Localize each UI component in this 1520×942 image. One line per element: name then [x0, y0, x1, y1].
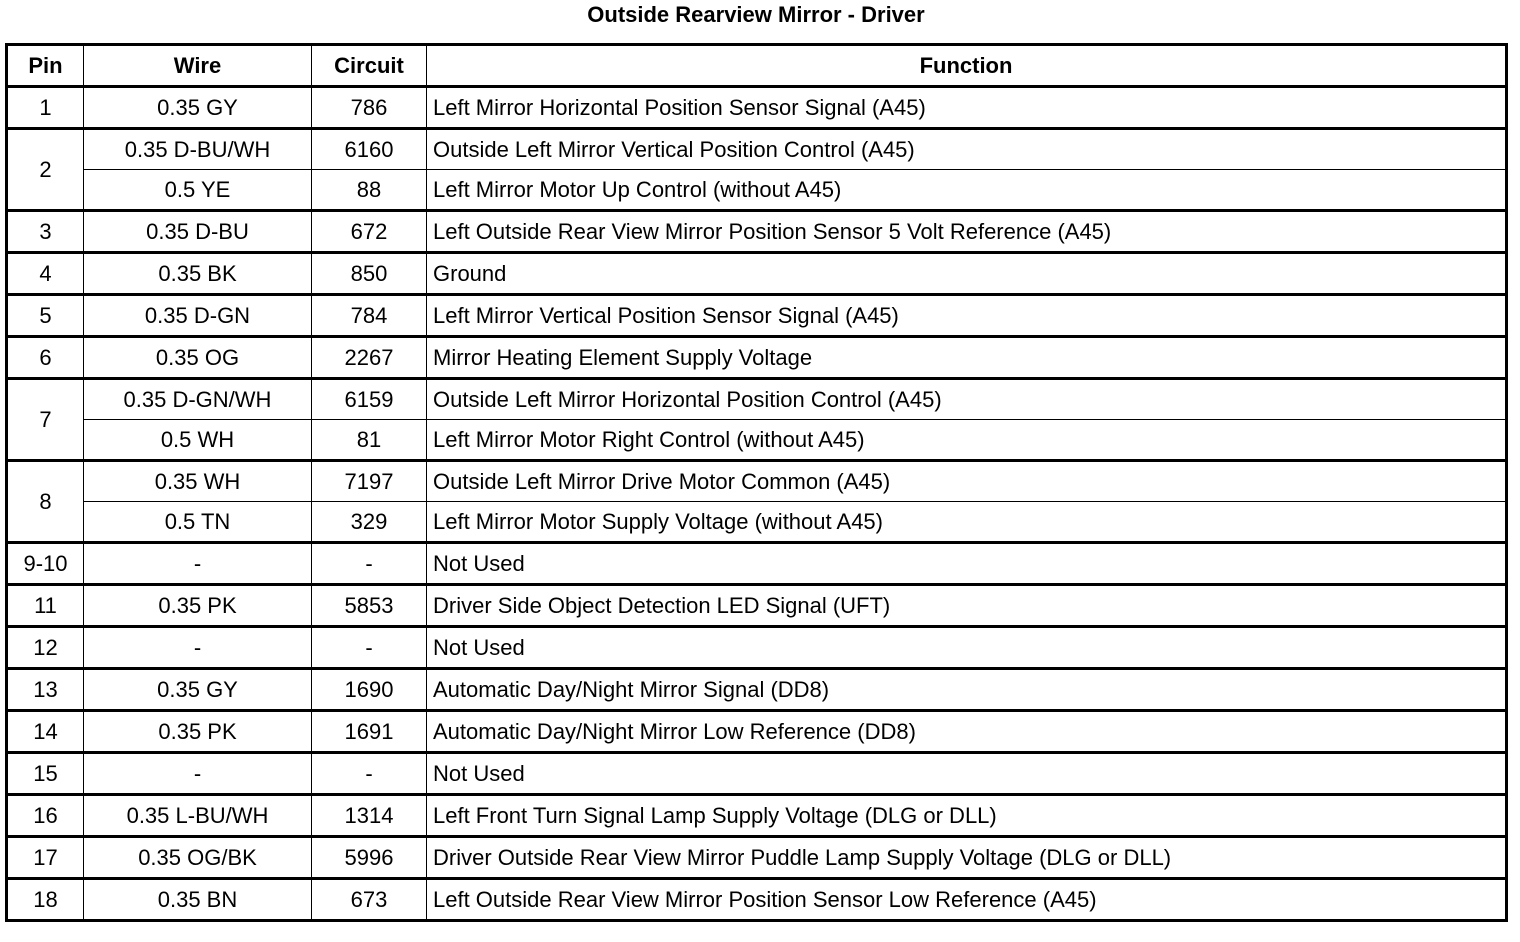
wire-cell: 0.35 L-BU/WH: [84, 795, 312, 837]
table-row: [7, 753, 1507, 795]
connector-pinout-table: [5, 43, 1508, 922]
circuit-cell: 88: [312, 170, 427, 211]
circuit-cell: 673: [312, 879, 427, 921]
wire-cell: 0.5 TN: [84, 502, 312, 543]
circuit-cell: 1691: [312, 711, 427, 753]
table-row: [7, 461, 1507, 502]
wire-cell: -: [84, 753, 312, 795]
pin-cell: 12: [7, 627, 84, 669]
wire-cell: 0.35 PK: [84, 585, 312, 627]
circuit-cell: 2267: [312, 337, 427, 379]
function-cell: Outside Left Mirror Drive Motor Common (A45): [427, 461, 1507, 502]
table-row: [7, 711, 1507, 753]
table-row: [7, 627, 1507, 669]
circuit-cell: 1314: [312, 795, 427, 837]
pin-cell: 1: [7, 87, 84, 129]
function-cell: Left Mirror Motor Right Control (without A45): [427, 420, 1507, 461]
function-cell: Automatic Day/Night Mirror Low Reference (DD8): [427, 711, 1507, 753]
circuit-cell: -: [312, 753, 427, 795]
pin-cell: 16: [7, 795, 84, 837]
function-cell: Driver Outside Rear View Mirror Puddle Lamp Supply Voltage (DLG or DLL): [427, 837, 1507, 879]
pin-cell: 6: [7, 337, 84, 379]
pin-cell: 4: [7, 253, 84, 295]
header-pin: Pin: [7, 45, 84, 87]
function-cell: Driver Side Object Detection LED Signal (UFT): [427, 585, 1507, 627]
wire-cell: 0.5 YE: [84, 170, 312, 211]
pin-rows: [7, 87, 1507, 921]
pin-cell: 9-10: [7, 543, 84, 585]
function-cell: Mirror Heating Element Supply Voltage: [427, 337, 1507, 379]
function-cell: Left Outside Rear View Mirror Position Sensor 5 Volt Reference (A45): [427, 211, 1507, 253]
circuit-cell: 786: [312, 87, 427, 129]
header-row: [7, 45, 1507, 87]
function-cell: Outside Left Mirror Vertical Position Control (A45): [427, 129, 1507, 170]
function-cell: Left Mirror Vertical Position Sensor Signal (A45): [427, 295, 1507, 337]
table-row: [7, 502, 1507, 543]
table-row: [7, 585, 1507, 627]
circuit-cell: -: [312, 543, 427, 585]
function-cell: Ground: [427, 253, 1507, 295]
wire-cell: 0.35 BK: [84, 253, 312, 295]
wire-cell: 0.35 D-GN: [84, 295, 312, 337]
circuit-cell: 6159: [312, 379, 427, 420]
pin-cell: 7: [7, 379, 84, 461]
wire-cell: 0.35 WH: [84, 461, 312, 502]
circuit-cell: -: [312, 627, 427, 669]
wire-cell: 0.35 D-BU/WH: [84, 129, 312, 170]
table-row: [7, 170, 1507, 211]
pin-cell: 11: [7, 585, 84, 627]
function-cell: Automatic Day/Night Mirror Signal (DD8): [427, 669, 1507, 711]
pin-cell: 17: [7, 837, 84, 879]
pin-cell: 3: [7, 211, 84, 253]
wire-cell: 0.5 WH: [84, 420, 312, 461]
pin-cell: 14: [7, 711, 84, 753]
wire-cell: -: [84, 543, 312, 585]
circuit-cell: 784: [312, 295, 427, 337]
wire-cell: 0.35 D-BU: [84, 211, 312, 253]
wire-cell: 0.35 GY: [84, 87, 312, 129]
table-row: [7, 211, 1507, 253]
table-row: [7, 295, 1507, 337]
table-row: [7, 543, 1507, 585]
circuit-cell: 5853: [312, 585, 427, 627]
circuit-cell: 7197: [312, 461, 427, 502]
circuit-cell: 850: [312, 253, 427, 295]
wire-cell: 0.35 OG/BK: [84, 837, 312, 879]
circuit-cell: 5996: [312, 837, 427, 879]
wire-cell: 0.35 OG: [84, 337, 312, 379]
table-row: [7, 87, 1507, 129]
circuit-cell: 1690: [312, 669, 427, 711]
table-row: [7, 795, 1507, 837]
table-row: [7, 879, 1507, 921]
pin-cell: 13: [7, 669, 84, 711]
table-row: [7, 129, 1507, 170]
function-cell: Left Outside Rear View Mirror Position Sensor Low Reference (A45): [427, 879, 1507, 921]
function-cell: Left Mirror Motor Up Control (without A45): [427, 170, 1507, 211]
function-cell: Outside Left Mirror Horizontal Position Control (A45): [427, 379, 1507, 420]
pin-cell: 15: [7, 753, 84, 795]
pin-cell: 18: [7, 879, 84, 921]
function-cell: Left Mirror Motor Supply Voltage (without A45): [427, 502, 1507, 543]
wire-cell: 0.35 PK: [84, 711, 312, 753]
pin-cell: 8: [7, 461, 84, 543]
table-row: [7, 420, 1507, 461]
function-cell: Not Used: [427, 753, 1507, 795]
header-wire: Wire: [84, 45, 312, 87]
page-title: Outside Rearview Mirror - Driver: [587, 2, 925, 27]
circuit-cell: 672: [312, 211, 427, 253]
table-row: [7, 379, 1507, 420]
table-row: [7, 669, 1507, 711]
pin-cell: 5: [7, 295, 84, 337]
circuit-cell: 81: [312, 420, 427, 461]
circuit-cell: 6160: [312, 129, 427, 170]
table-row: [7, 837, 1507, 879]
function-cell: Not Used: [427, 543, 1507, 585]
wire-cell: -: [84, 627, 312, 669]
pin-cell: 2: [7, 129, 84, 211]
wire-cell: 0.35 BN: [84, 879, 312, 921]
header-circuit: Circuit: [312, 45, 427, 87]
circuit-cell: 329: [312, 502, 427, 543]
table-row: [7, 337, 1507, 379]
function-cell: Not Used: [427, 627, 1507, 669]
header-function: Function: [427, 45, 1507, 87]
function-cell: Left Front Turn Signal Lamp Supply Voltage (DLG or DLL): [427, 795, 1507, 837]
wire-cell: 0.35 D-GN/WH: [84, 379, 312, 420]
function-cell: Left Mirror Horizontal Position Sensor Signal (A45): [427, 87, 1507, 129]
table-row: [7, 253, 1507, 295]
wire-cell: 0.35 GY: [84, 669, 312, 711]
